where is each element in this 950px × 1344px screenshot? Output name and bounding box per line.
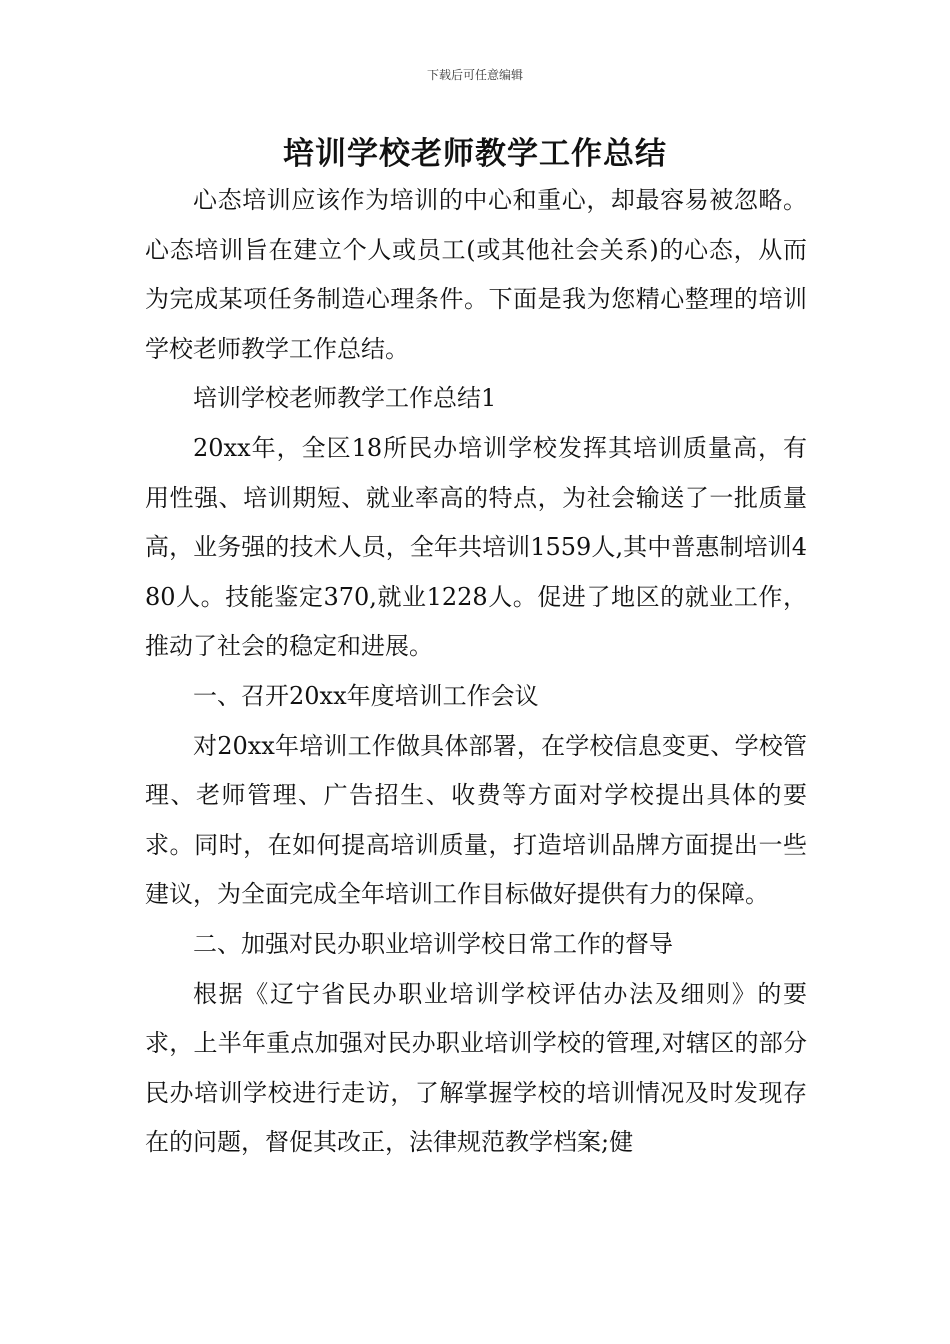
header-note: 下载后可任意编辑 bbox=[426, 68, 523, 82]
section-heading-1: 一、召开20xx年度培训工作会议 bbox=[193, 681, 539, 710]
intro-paragraph: 心态培训应该作为培训的中心和重心，却最容易被忽略。心态培训旨在建立个人或员工(或其他社会关系)的心态，从而为完成某项任务制造心理条件。下面是我为您精心整理的培训学校老师教学工作总结。 bbox=[145, 186, 807, 363]
body-paragraph: 对20xx年培训工作做具体部署，在学校信息变更、学校管理、老师管理、广告招生、收费等方面对学校提出具体的要求。同时，在如何提高培训质量，打造培训品牌方面提出一些建议，为全面完成全年培训工作目标做好提供有力的保障。 bbox=[145, 731, 807, 909]
body-paragraph: 根据《辽宁省民办职业培训学校评估办法及细则》的要求，上半年重点加强对民办职业培训学校的管理,对辖区的部分民办培训学校进行走访，了解掌握学校的培训情况及时发现存在的问题，督促其改正，法律规范教学档案;健 bbox=[145, 979, 807, 1157]
section-heading-summary-1: 培训学校老师教学工作总结1 bbox=[193, 384, 497, 413]
document-body bbox=[145, 176, 807, 1168]
section-heading-2: 二、加强对民办职业培训学校日常工作的督导 bbox=[193, 929, 673, 958]
document-title: 培训学校老师教学工作总结 bbox=[283, 136, 667, 172]
body-paragraph: 20xx年，全区18所民办培训学校发挥其培训质量高，有用性强、培训期短、就业率高的特点，为社会输送了一批质量高，业务强的技术人员，全年共培训1559人,其中普惠制培训480人。技能鉴定370,就业1228人。促进了地区的就业工作，推动了社会的稳定和进展。 bbox=[145, 433, 807, 661]
